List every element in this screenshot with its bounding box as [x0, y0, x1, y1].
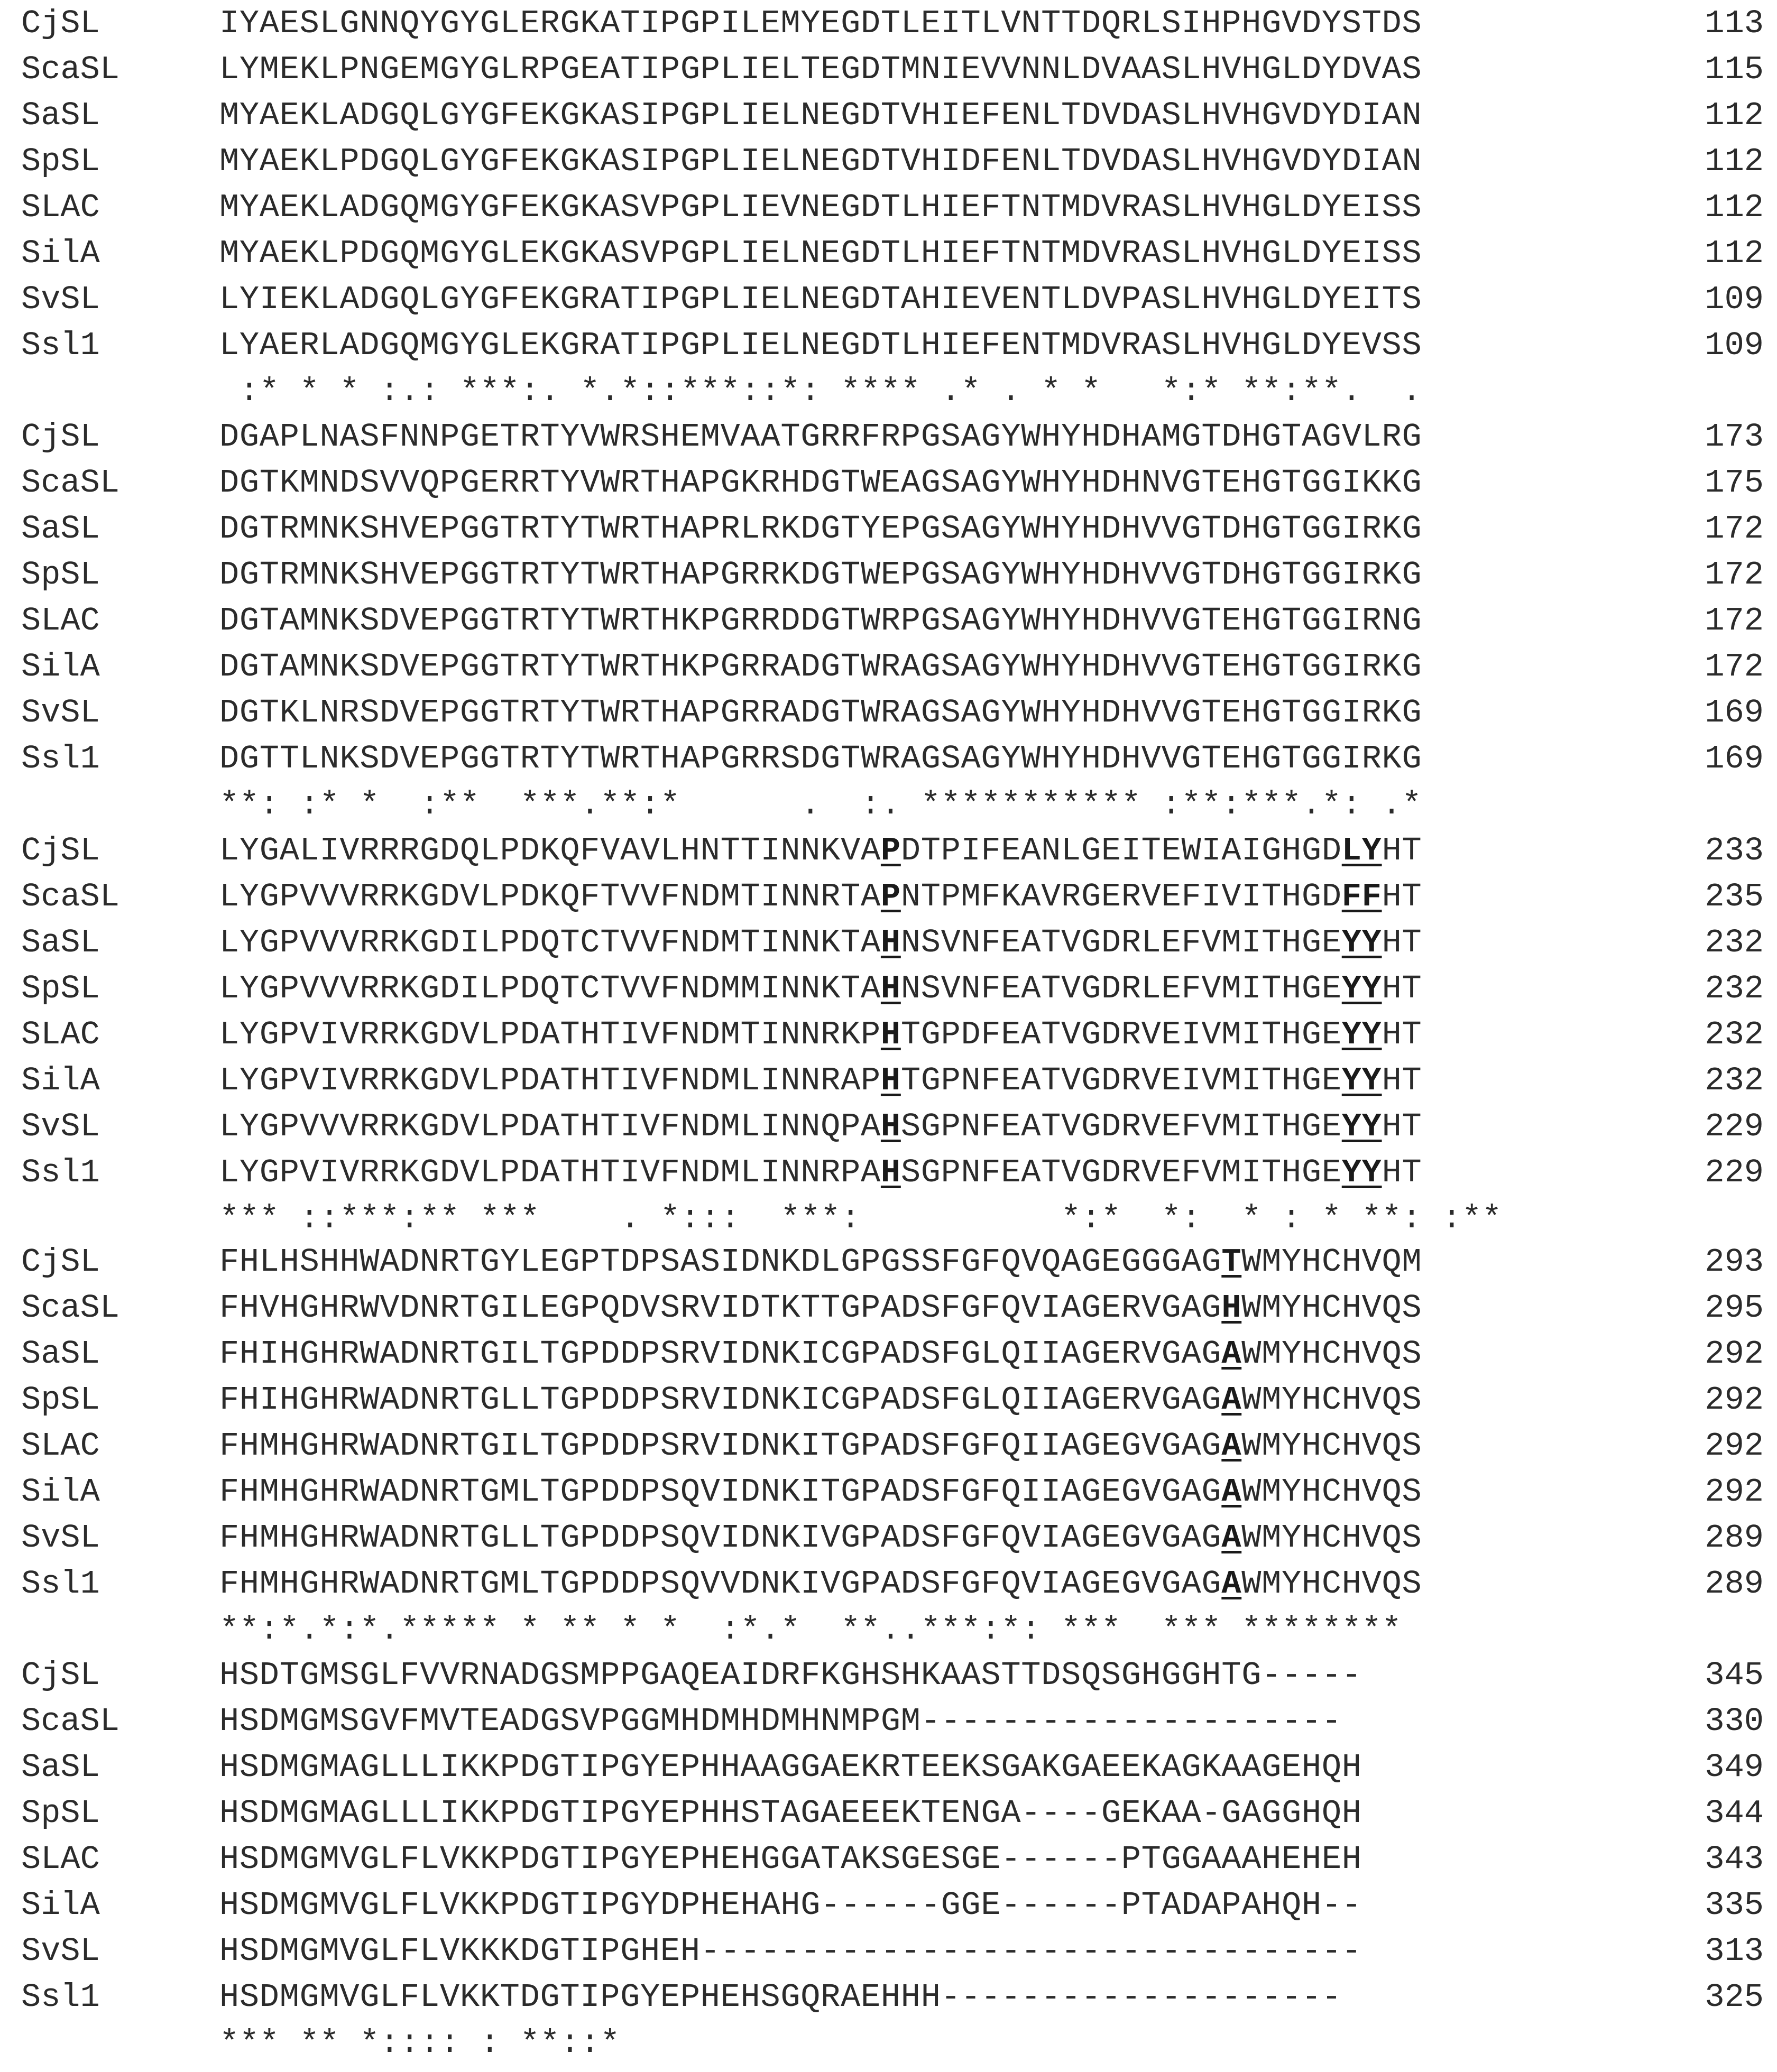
alignment-row: [0, 323, 1777, 368]
sequence-name: SpSL: [21, 1794, 100, 1832]
sequence-name: SpSL: [21, 143, 100, 180]
alignment-row: [0, 828, 1777, 874]
residue-position-number: 343: [1705, 1840, 1764, 1878]
residue-position-number: 175: [1705, 464, 1764, 502]
sequence-name: ScaSL: [21, 1289, 120, 1327]
consensus-symbols: **: :* * :** ***.**:* . :. *********** :**:***.*: .*: [219, 786, 1422, 824]
residue-position-number: 325: [1705, 1978, 1764, 2016]
sequence-name: SilA: [21, 648, 100, 686]
alignment-row: [0, 1791, 1777, 1836]
residue-position-number: 232: [1705, 970, 1764, 1007]
consensus-row: [0, 782, 1777, 828]
sequence-residues: HSDMGMAGLLLIKKPDGTIPGYEPHHAAGGAEKRTEEKSGAKGAEEKAGKAAGEHQH: [219, 1749, 1362, 1786]
alignment-row: [0, 1929, 1777, 1974]
sequence-residues: MYAEKLPDGQLGYGFEKGKASIPGPLIELNEGDTVHIDFENLTDVDASLHVHGVDYDIAN: [219, 143, 1422, 180]
residue-position-number: 172: [1705, 648, 1764, 686]
alignment-row: [0, 736, 1777, 782]
conserved-residue-highlight: YY: [1341, 924, 1382, 961]
sequence-name: SilA: [21, 1473, 100, 1511]
consensus-row: [0, 2021, 1777, 2066]
sequence-name: SvSL: [21, 281, 100, 318]
sequence-residues: LYGPVIVRRKGDVLPDATHTIVFNDMLINNRAPHTGPNFEATVGDRVEIVMITHGEYYHT: [219, 1062, 1422, 1099]
consensus-row: [0, 369, 1777, 414]
residue-position-number: 335: [1705, 1886, 1764, 1924]
conserved-residue-highlight: FF: [1341, 878, 1382, 915]
conserved-residue-highlight: H: [880, 924, 901, 961]
sequence-name: SaSL: [21, 97, 100, 134]
sequence-name: SvSL: [21, 1519, 100, 1557]
residue-position-number: 293: [1705, 1243, 1764, 1281]
alignment-row: [0, 1561, 1777, 1607]
conserved-residue-highlight: H: [880, 1108, 901, 1145]
alignment-row: [0, 139, 1777, 184]
conserved-residue-highlight: H: [880, 1154, 901, 1191]
alignment-row: [0, 1469, 1777, 1515]
sequence-residues: FHMHGHRWADNRTGMLTGPDDPSQVIDNKITGPADSFGFQIIAGEGVGAGAWMYHCHVQS: [219, 1473, 1422, 1511]
sequence-name: CjSL: [21, 418, 100, 456]
conserved-residue-highlight: P: [880, 878, 901, 915]
alignment-row: [0, 874, 1777, 920]
sequence-name: Ssl1: [21, 1978, 100, 2016]
conserved-residue-highlight: A: [1221, 1473, 1242, 1511]
sequence-residues: LYGPVVVRRKGDVLPDKQFTVVFNDMTINNRTAPNTPMFKAVRGERVEFIVITHGDFFHT: [219, 878, 1422, 915]
sequence-name: CjSL: [21, 832, 100, 870]
residue-position-number: 112: [1705, 189, 1764, 226]
residue-position-number: 172: [1705, 556, 1764, 594]
sequence-residues: MYAEKLPDGQMGYGLEKGKASVPGPLIELNEGDTLHIEFTNTMDVRASLHVHGLDYEISS: [219, 235, 1422, 272]
conserved-residue-highlight: YY: [1341, 1062, 1382, 1099]
sequence-residues: HSDTGMSGLFVVRNADGSMPPGAQEAIDRFKGHSHKAASTTDSQSGHGGHTG-----: [219, 1657, 1362, 1694]
residue-position-number: 172: [1705, 602, 1764, 640]
alignment-block: [0, 1, 1777, 420]
sequence-residues: HSDMGMSGVFMVTEADGSVPGGMHDMHDMHNMPGM---------------------: [219, 1703, 1342, 1740]
residue-position-number: 344: [1705, 1794, 1764, 1832]
alignment-block: [0, 414, 1777, 834]
sequence-name: Ssl1: [21, 1565, 100, 1603]
conserved-residue-highlight: YY: [1341, 1108, 1382, 1145]
sequence-name: ScaSL: [21, 464, 120, 502]
sequence-residues: LYGPVIVRRKGDVLPDATHTIVFNDMLINNRPAHSGPNFEATVGDRVEFVMITHGEYYHT: [219, 1154, 1422, 1191]
residue-position-number: 232: [1705, 1016, 1764, 1053]
sequence-residues: FHMHGHRWADNRTGMLTGPDDPSQVVDNKIVGPADSFGFQVIAGEGVGAGAWMYHCHVQS: [219, 1565, 1422, 1603]
residue-position-number: 112: [1705, 97, 1764, 134]
sequence-residues: LYGPVVVRRKGDILPDQTCTVVFNDMTINNKTAHNSVNFEATVGDRLEFVMITHGEYYHT: [219, 924, 1422, 961]
alignment-row: [0, 1423, 1777, 1469]
conserved-residue-highlight: H: [880, 1016, 901, 1053]
alignment-block: [0, 828, 1777, 1247]
sequence-name: SpSL: [21, 556, 100, 594]
alignment-row: [0, 598, 1777, 644]
alignment-row: [0, 966, 1777, 1012]
sequence-residues: DGTKMNDSVVQPGERRTYVWRTHAPGKRHDGTWEAGSAGYWHYHDHNVGTEHGTGGIKKG: [219, 464, 1422, 502]
conserved-residue-highlight: YY: [1341, 1154, 1382, 1191]
alignment-row: [0, 552, 1777, 598]
sequence-name: Ssl1: [21, 1154, 100, 1191]
sequence-residues: LYAERLADGQMGYGLEKGRATIPGPLIELNEGDTLHIEFENTMDVRASLHVHGLDYEVSS: [219, 327, 1422, 364]
conserved-residue-highlight: H: [1221, 1289, 1242, 1327]
sequence-name: SpSL: [21, 1381, 100, 1419]
residue-position-number: 172: [1705, 510, 1764, 548]
conserved-residue-highlight: YY: [1341, 970, 1382, 1007]
conserved-residue-highlight: LY: [1341, 832, 1382, 870]
sequence-name: SLAC: [21, 1427, 100, 1465]
residue-position-number: 115: [1705, 51, 1764, 88]
sequence-residues: FHMHGHRWADNRTGILTGPDDPSRVIDNKITGPADSFGFQIIAGEGVGAGAWMYHCHVQS: [219, 1427, 1422, 1465]
sequence-name: CjSL: [21, 1243, 100, 1281]
consensus-symbols: **:*.*:*.***** * ** * * :*.* **..***:*: *** *** ********: [219, 1611, 1402, 1649]
alignment-row: [0, 277, 1777, 322]
alignment-row: [0, 185, 1777, 230]
sequence-residues: FHVHGHRWVDNRTGILEGPQDVSRVIDTKTTGPADSFGFQVIAGERVGAGHWMYHCHVQS: [219, 1289, 1422, 1327]
sequence-residues: LYMEKLPNGEMGYGLRPGEATIPGPLIELTEGDTMNIEVVNNLDVAASLHVHGLDYDVAS: [219, 51, 1422, 88]
residue-position-number: 235: [1705, 878, 1764, 915]
alignment-row: [0, 506, 1777, 552]
sequence-residues: DGTRMNKSHVEPGGTRTYTWRTHAPRLRKDGTYEPGSAGYWHYHDHVVGTDHGTGGIRKG: [219, 510, 1422, 548]
residue-position-number: 292: [1705, 1473, 1764, 1511]
residue-position-number: 313: [1705, 1932, 1764, 1970]
residue-position-number: 349: [1705, 1749, 1764, 1786]
alignment-row: [0, 1104, 1777, 1150]
sequence-name: SilA: [21, 1886, 100, 1924]
sequence-residues: HSDMGMVGLFLVKKPDGTIPGYDPHEHAHG------GGE------PTADAPAHQH--: [219, 1886, 1362, 1924]
sequence-residues: DGTAMNKSDVEPGGTRTYTWRTHKPGRRADGTWRAGSAGYWHYHDHVVGTEHGTGGIRKG: [219, 648, 1422, 686]
residue-position-number: 109: [1705, 281, 1764, 318]
sequence-residues: FHIHGHRWADNRTGLLTGPDDPSRVIDNKICGPADSFGLQIIAGERVGAGAWMYHCHVQS: [219, 1381, 1422, 1419]
sequence-name: SvSL: [21, 694, 100, 732]
sequence-residues: IYAESLGNNQYGYGLERGKATIPGPILEMYEGDTLEITLVNTTDQRLSIHPHGVDYSTDS: [219, 5, 1422, 42]
alignment-row: [0, 1150, 1777, 1196]
sequence-name: SaSL: [21, 1335, 100, 1373]
alignment-row: [0, 1515, 1777, 1561]
alignment-row: [0, 1699, 1777, 1744]
conserved-residue-highlight: A: [1221, 1427, 1242, 1465]
residue-position-number: 345: [1705, 1657, 1764, 1694]
sequence-residues: HSDMGMVGLFLVKKKDGTIPGHEH---------------------------------: [219, 1932, 1362, 1970]
sequence-name: SaSL: [21, 1749, 100, 1786]
consensus-symbols: :* * * :.: ***:. *.*::***::*: **** .* . * * *:* **:**. .: [219, 373, 1422, 410]
alignment-row: [0, 1883, 1777, 1928]
residue-position-number: 289: [1705, 1519, 1764, 1557]
alignment-row: [0, 1331, 1777, 1377]
residue-position-number: 232: [1705, 924, 1764, 961]
conserved-residue-highlight: T: [1221, 1243, 1242, 1281]
alignment-row: [0, 460, 1777, 506]
residue-position-number: 112: [1705, 143, 1764, 180]
alignment-row: [0, 1058, 1777, 1104]
sequence-residues: LYGPVIVRRKGDVLPDATHTIVFNDMTINNRKPHTGPDFEATVGDRVEIVMITHGEYYHT: [219, 1016, 1422, 1053]
residue-position-number: 169: [1705, 740, 1764, 778]
alignment-row: [0, 1240, 1777, 1285]
alignment-row: [0, 690, 1777, 736]
consensus-symbols: *** ** *:::: : **::*: [219, 2024, 621, 2062]
sequence-residues: DGTKLNRSDVEPGGTRTYTWRTHAPGRRADGTWRAGSAGYWHYHDHVVGTEHGTGGIRKG: [219, 694, 1422, 732]
alignment-row: [0, 414, 1777, 460]
alignment-row: [0, 1837, 1777, 1882]
alignment-row: [0, 1745, 1777, 1790]
sequence-residues: DGTTLNKSDVEPGGTRTYTWRTHAPGRRSDGTWRAGSAGYWHYHDHVVGTEHGTGGIRKG: [219, 740, 1422, 778]
sequence-name: SvSL: [21, 1932, 100, 1970]
conserved-residue-highlight: A: [1221, 1335, 1242, 1373]
alignment-row: [0, 1377, 1777, 1423]
residue-position-number: 169: [1705, 694, 1764, 732]
conserved-residue-highlight: P: [880, 832, 901, 870]
conserved-residue-highlight: A: [1221, 1519, 1242, 1557]
residue-position-number: 292: [1705, 1381, 1764, 1419]
sequence-residues: FHIHGHRWADNRTGILTGPDDPSRVIDNKICGPADSFGLQIIAGERVGAGAWMYHCHVQS: [219, 1335, 1422, 1373]
residue-position-number: 330: [1705, 1703, 1764, 1740]
sequence-residues: LYGPVVVRRKGDVLPDATHTIVFNDMLINNQPAHSGPNFEATVGDRVEFVMITHGEYYHT: [219, 1108, 1422, 1145]
alignment-row: [0, 1012, 1777, 1058]
alignment-block: [0, 1653, 1777, 2072]
residue-position-number: 292: [1705, 1335, 1764, 1373]
alignment-block: [0, 1240, 1777, 1659]
consensus-symbols: *** ::***:** *** . *::: ***: *:* *: * : * **: :**: [219, 1200, 1502, 1237]
residue-position-number: 113: [1705, 5, 1764, 42]
sequence-residues: HSDMGMVGLFLVKKTDGTIPGYEPHEHSGQRAEHHH--------------------: [219, 1978, 1342, 2016]
sequence-name: SilA: [21, 235, 100, 272]
sequence-name: SLAC: [21, 1840, 100, 1878]
residue-position-number: 233: [1705, 832, 1764, 870]
sequence-name: Ssl1: [21, 740, 100, 778]
sequence-residues: DGAPLNASFNNPGETRTYVWRSHEMVAATGRRFRPGSAGYWHYHDHAMGTDHGTAGVLRG: [219, 418, 1422, 456]
residue-position-number: 232: [1705, 1062, 1764, 1099]
alignment-row: [0, 1, 1777, 47]
sequence-name: SaSL: [21, 510, 100, 548]
sequence-name: SaSL: [21, 924, 100, 961]
conserved-residue-highlight: YY: [1341, 1016, 1382, 1053]
sequence-name: SLAC: [21, 189, 100, 226]
sequence-name: CjSL: [21, 5, 100, 42]
residue-position-number: 292: [1705, 1427, 1764, 1465]
sequence-name: SvSL: [21, 1108, 100, 1145]
sequence-name: ScaSL: [21, 1703, 120, 1740]
sequence-residues: FHLHSHHWADNRTGYLEGPTDPSASIDNKDLGPGSSFGFQVQAGEGGGAGTWMYHCHVQM: [219, 1243, 1422, 1281]
sequence-residues: DGTRMNKSHVEPGGTRTYTWRTHAPGRRKDGTWEPGSAGYWHYHDHVVGTDHGTGGIRKG: [219, 556, 1422, 594]
sequence-name: SLAC: [21, 1016, 100, 1053]
alignment-row: [0, 920, 1777, 966]
sequence-name: ScaSL: [21, 51, 120, 88]
sequence-residues: HSDMGMVGLFLVKKPDGTIPGYEPHEHGGATAKSGESGE------PTGGAAAHEHEH: [219, 1840, 1362, 1878]
conserved-residue-highlight: H: [880, 970, 901, 1007]
sequence-name: CjSL: [21, 1657, 100, 1694]
residue-position-number: 173: [1705, 418, 1764, 456]
sequence-name: SLAC: [21, 602, 100, 640]
alignment-row: [0, 47, 1777, 92]
sequence-residues: LYGPVVVRRKGDILPDQTCTVVFNDMMINNKTAHNSVNFEATVGDRLEFVMITHGEYYHT: [219, 970, 1422, 1007]
conserved-residue-highlight: A: [1221, 1565, 1242, 1603]
sequence-residues: FHMHGHRWADNRTGLLTGPDDPSQVIDNKIVGPADSFGFQVIAGEGVGAGAWMYHCHVQS: [219, 1519, 1422, 1557]
sequence-residues: MYAEKLADGQMGYGFEKGKASVPGPLIEVNEGDTLHIEFTNTMDVRASLHVHGLDYEISS: [219, 189, 1422, 226]
residue-position-number: 112: [1705, 235, 1764, 272]
alignment-row: [0, 93, 1777, 138]
residue-position-number: 109: [1705, 327, 1764, 364]
consensus-row: [0, 1196, 1777, 1242]
sequence-name: SpSL: [21, 970, 100, 1007]
residue-position-number: 229: [1705, 1108, 1764, 1145]
sequence-residues: MYAEKLADGQLGYGFEKGKASIPGPLIELNEGDTVHIEFENLTDVDASLHVHGVDYDIAN: [219, 97, 1422, 134]
sequence-name: SilA: [21, 1062, 100, 1099]
residue-position-number: 295: [1705, 1289, 1764, 1327]
conserved-residue-highlight: H: [880, 1062, 901, 1099]
sequence-residues: DGTAMNKSDVEPGGTRTYTWRTHKPGRRDDGTWRPGSAGYWHYHDHVVGTEHGTGGIRNG: [219, 602, 1422, 640]
sequence-residues: LYIEKLADGQLGYGFEKGRATIPGPLIELNEGDTAHIEVENTLDVPASLHVHGLDYEITS: [219, 281, 1422, 318]
alignment-row: [0, 1653, 1777, 1698]
alignment-row: [0, 1285, 1777, 1331]
alignment-row: [0, 644, 1777, 690]
sequence-name: ScaSL: [21, 878, 120, 915]
consensus-row: [0, 1607, 1777, 1653]
residue-position-number: 289: [1705, 1565, 1764, 1603]
alignment-row: [0, 231, 1777, 276]
sequence-residues: HSDMGMAGLLLIKKPDGTIPGYEPHHSTAGAEEEKTENGA----GEKAA-GAGGHQH: [219, 1794, 1362, 1832]
conserved-residue-highlight: A: [1221, 1381, 1242, 1419]
sequence-name: Ssl1: [21, 327, 100, 364]
alignment-row: [0, 1975, 1777, 2020]
sequence-residues: LYGALIVRRRGDQLPDKQFVAVLHNTTINNKVAPDTPIFEANLGEITEWIAIGHGDLYHT: [219, 832, 1422, 870]
residue-position-number: 229: [1705, 1154, 1764, 1191]
